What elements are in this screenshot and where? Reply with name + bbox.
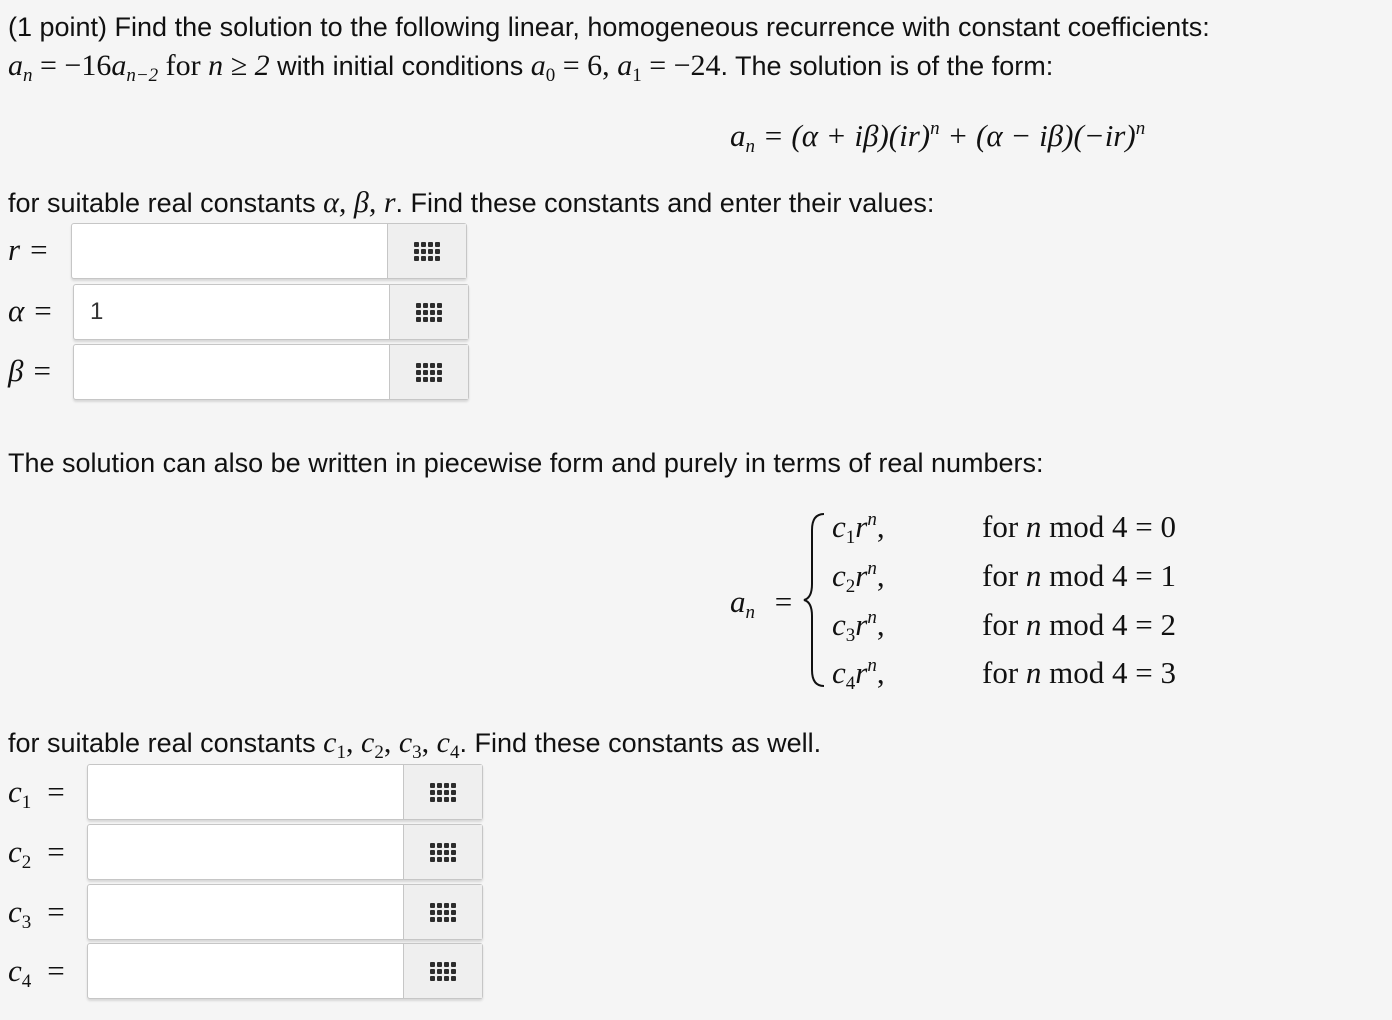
solution-term2: + (α − iβ)(−ir) — [939, 118, 1136, 153]
constants-prompt — [8, 186, 934, 220]
c3-label-var: c — [8, 894, 22, 929]
alpha-field — [73, 284, 469, 340]
c1-equation-editor-button[interactable] — [403, 765, 482, 819]
piecewise-exp: n — [867, 607, 877, 628]
piecewise-cond-4 — [982, 655, 1176, 691]
c-prompt-var: c — [436, 726, 450, 759]
solution-lhs: a — [730, 118, 746, 153]
c4-label-sub: 4 — [21, 971, 32, 992]
beta-label-text: β — [8, 353, 24, 388]
piecewise-c: c — [832, 607, 846, 642]
piecewise-comma: , — [876, 607, 885, 642]
c3-field — [87, 884, 483, 940]
grid-icon — [430, 783, 456, 802]
initial-a0-value: = 6, — [555, 49, 618, 82]
piecewise-comma: , — [876, 509, 885, 544]
c-prompt-var: c — [323, 726, 337, 759]
recurrence-statement — [8, 49, 1053, 93]
solution-term2-exp: n — [1135, 118, 1146, 139]
piecewise-c-sub: 2 — [845, 576, 856, 597]
initial-a1-value: = −24 — [641, 49, 721, 82]
c3-label: $c_3$ = — [8, 894, 65, 933]
piecewise-c: c — [832, 509, 846, 544]
c-prompt-start: for suitable real constants — [8, 728, 324, 758]
grid-icon — [414, 242, 440, 261]
cond-for: for — [982, 607, 1026, 642]
recurrence-rhs-var: a — [111, 49, 127, 82]
c1-label-sub: 1 — [21, 792, 32, 813]
c-prompt-sub: 1 — [336, 742, 346, 763]
c-prompt-sep: , — [421, 726, 437, 759]
c4-label-var: c — [8, 953, 22, 988]
piecewise-brace — [800, 510, 830, 690]
c1-label: $c_1$ = — [8, 774, 65, 813]
grid-icon — [430, 903, 456, 922]
c2-input[interactable] — [88, 825, 406, 879]
c2-equation-editor-button[interactable] — [403, 825, 482, 879]
cond-rest: mod 4 = 2 — [1041, 607, 1177, 642]
c-prompt-sub: 4 — [449, 742, 460, 763]
constants-prompt-end: . Find these constants and enter their values: — [395, 188, 935, 218]
piecewise-exp: n — [867, 558, 877, 579]
piecewise-lhs-sub: n — [745, 602, 755, 623]
cond-for: for — [982, 558, 1026, 593]
grid-icon — [430, 962, 456, 981]
r-label: r = — [8, 232, 48, 267]
recurrence-mid-text: with initial conditions — [269, 51, 531, 81]
c1-field — [87, 764, 483, 820]
c4-label: $c_4$ = — [8, 953, 65, 992]
piecewise-exp: n — [867, 509, 877, 530]
recurrence-lhs-sub: n — [23, 65, 33, 86]
cond-n: n — [1025, 607, 1042, 642]
problem-intro: (1 point) Find the solution to the following linear, homogeneous recurrence with constant coefficients: — [8, 12, 1210, 42]
grid-icon — [430, 843, 456, 862]
cond-rest: mod 4 = 0 — [1041, 509, 1177, 544]
cond-n: n — [1025, 558, 1042, 593]
cond-for: for — [982, 655, 1026, 690]
piecewise-comma: , — [876, 558, 885, 593]
c1-input[interactable] — [88, 765, 406, 819]
cond-n: n — [1025, 509, 1042, 544]
piecewise-comma: , — [876, 655, 885, 690]
piecewise-r: r — [855, 655, 868, 690]
piecewise-exp: n — [867, 655, 877, 676]
c2-label-sub: 2 — [21, 852, 32, 873]
recurrence-condition: n ≥ 2 — [208, 49, 270, 82]
initial-a0-sub: 0 — [545, 65, 556, 86]
beta-equation-editor-button[interactable] — [389, 345, 468, 399]
recurrence-tail: . The solution is of the form: — [720, 51, 1054, 81]
c-prompt-var: c — [398, 726, 413, 759]
piecewise-row-2 — [832, 558, 885, 598]
c-prompt-end: . Find these constants as well. — [459, 728, 822, 758]
recurrence-lhs: a — [8, 49, 23, 82]
piecewise-cond-3 — [982, 607, 1176, 643]
piecewise-c: c — [832, 655, 846, 690]
initial-a0: a — [530, 49, 546, 82]
c3-label-sub: 3 — [21, 912, 32, 933]
alpha-input[interactable] — [74, 285, 392, 339]
solution-term1-exp: n — [930, 118, 940, 139]
piecewise-c-sub: 1 — [845, 527, 856, 548]
alpha-label: α = — [8, 293, 52, 328]
cond-n: n — [1025, 655, 1042, 690]
initial-a1-sub: 1 — [632, 65, 642, 86]
r-field — [71, 223, 467, 279]
recurrence-eq: = −16 — [32, 49, 112, 82]
c2-label-var: c — [8, 834, 22, 869]
c-prompt-sub: 3 — [412, 742, 422, 763]
c-prompt-var: c — [361, 726, 375, 759]
grid-icon — [416, 303, 442, 322]
piecewise-cond-1 — [982, 509, 1176, 545]
cond-rest: mod 4 = 1 — [1041, 558, 1177, 593]
r-equation-editor-button[interactable] — [387, 224, 466, 278]
c-prompt-sub: 2 — [374, 742, 384, 763]
piecewise-eq: = — [774, 584, 793, 619]
piecewise-row-1 — [832, 509, 885, 549]
c4-input[interactable] — [88, 944, 406, 998]
piecewise-intro: The solution can also be written in piecewise form and purely in terms of real numbers: — [8, 448, 1044, 478]
recurrence-rhs-sub: n−2 — [126, 65, 159, 86]
r-input[interactable] — [72, 224, 390, 278]
piecewise-r: r — [855, 509, 868, 544]
beta-label: β = — [8, 353, 51, 388]
c3-input[interactable] — [88, 885, 406, 939]
piecewise-cond-2 — [982, 558, 1176, 594]
piecewise-r: r — [855, 558, 868, 593]
cond-rest: mod 4 = 3 — [1041, 655, 1177, 690]
piecewise-row-4 — [832, 655, 885, 695]
c4-field — [87, 943, 483, 999]
r-label-text: r — [8, 232, 21, 267]
c1-label-var: c — [8, 774, 22, 809]
solution-term1: = (α + iβ)(ir) — [755, 118, 931, 153]
constants-prompt-start: for suitable real constants — [8, 188, 324, 218]
constants-prompt-math: α, β, r — [323, 186, 396, 219]
cond-for: for — [982, 509, 1026, 544]
c-prompt-sep: , — [346, 726, 361, 759]
recurrence-for: for — [158, 49, 209, 82]
piecewise-r: r — [855, 607, 868, 642]
piecewise-c-sub: 4 — [845, 673, 856, 694]
piecewise-lhs — [730, 584, 792, 624]
initial-a1: a — [617, 49, 633, 82]
c4-equation-editor-button[interactable] — [403, 944, 482, 998]
c-prompt-sep: , — [383, 726, 399, 759]
c2-field — [87, 824, 483, 880]
beta-field — [73, 344, 469, 400]
piecewise-c: c — [832, 558, 846, 593]
solution-form — [730, 112, 1145, 164]
solution-lhs-sub: n — [745, 136, 755, 157]
piecewise-lhs-var: a — [730, 584, 746, 619]
alpha-equation-editor-button[interactable] — [389, 285, 468, 339]
alpha-label-text: α — [8, 293, 25, 328]
grid-icon — [416, 363, 442, 382]
piecewise-row-3 — [832, 607, 885, 647]
c2-label: $c_2$ = — [8, 834, 65, 873]
beta-input[interactable] — [74, 345, 392, 399]
c3-equation-editor-button[interactable] — [403, 885, 482, 939]
piecewise-c-sub: 3 — [845, 625, 856, 646]
